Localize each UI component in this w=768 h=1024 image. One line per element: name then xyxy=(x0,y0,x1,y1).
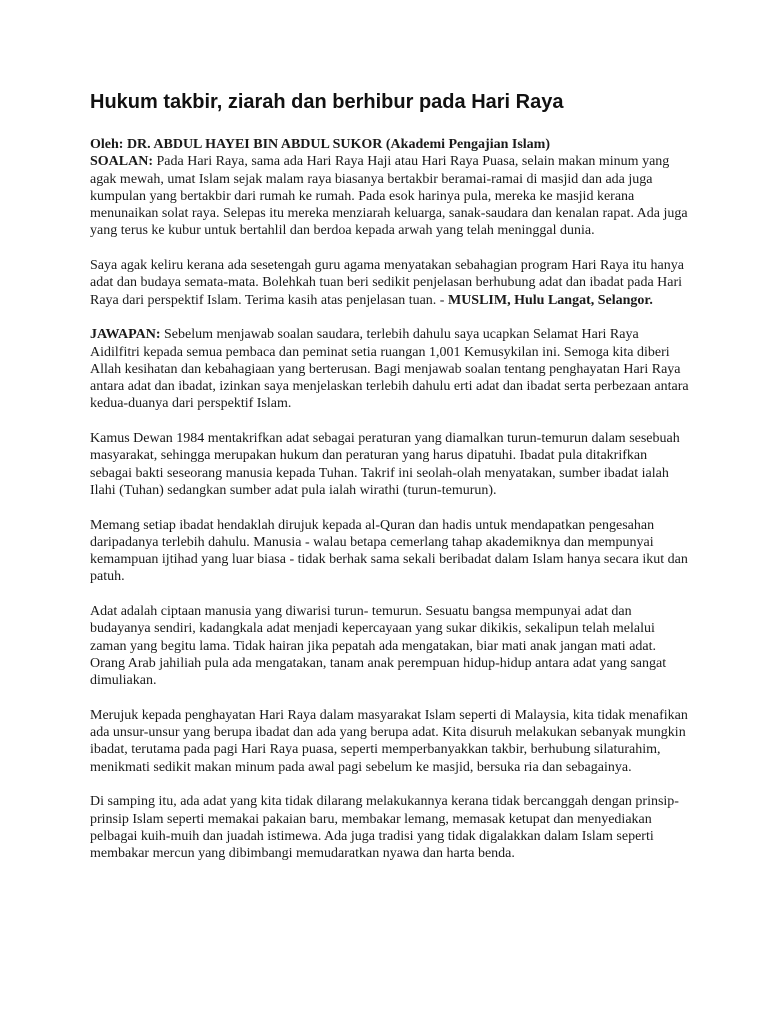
article xyxy=(90,88,690,880)
byline xyxy=(90,136,690,153)
question-label: SOALAN: xyxy=(90,154,154,170)
body-paragraph-2: Memang setiap ibadat hendaklah dirujuk kepada al-Quran dan hadis untuk mendapatkan pengesahan daripadanya terlebih dahulu. Manusia - walau betapa cemerlang tahap akademiknya dan mempunyai kemampuan ijtihad yang luar biasa - tidak berhak sama sekali beribadat dalam Islam hanya secara ikut dan patuh. xyxy=(90,517,688,585)
article-title: Hukum takbir, ziarah dan berhibur pada Hari Raya xyxy=(90,91,564,113)
body-paragraph-3: Adat adalah ciptaan manusia yang diwarisi turun- temurun. Sesuatu bangsa mempunyai adat dan budayanya sendiri, kadangkala adat menjadi kepercayaan yang sukar dikikis, sekalipun telah melalui zaman yang begitu lama. Tidak hairan jika pepatah ada mengatakan, biar mati anak jangan mati adat. Orang Arab jahiliah pula ada mengatakan, tanam anak perempuan hidup-hidup antara adat yang sangat dimuliakan. xyxy=(90,604,667,689)
question-paragraph-2 xyxy=(90,257,690,309)
answer-paragraph xyxy=(90,326,690,412)
question-text: Pada Hari Raya, sama ada Hari Raya Haji atau Hari Raya Puasa, selain makan minum yang agak mewah, umat Islam sejak malam raya biasanya bertakbir beramai-ramai di masjid dan ada juga kumpulan yang bertakbir dari rumah ke rumah. Pada esok harinya pula, mereka ke masjid kerana menunaikan solat raya. Selepas itu mereka menziarah keluarga, sanak-saudara dan kenalan rapat. Ada juga yang terus ke kubur untuk bertahlil dan berdoa kepada arwah yang telah meninggal dunia. xyxy=(90,154,688,239)
byline-text: Oleh: DR. ABDUL HAYEI BIN ABDUL SUKOR (Akademi Pengajian Islam) xyxy=(90,137,550,152)
question-text-2: Saya agak keliru kerana ada sesetengah guru agama menyatakan sebahagian program Hari Raya itu hanya adat dan budaya semata-mata. Bolehkah tuan beri sedikit penjelasan berhubung adat dan ibadat pada Hari Raya dari perspektif Islam. Terima kasih atas penjelasan tuan. - xyxy=(90,258,684,308)
article-body xyxy=(90,136,690,862)
question-signature: MUSLIM, Hulu Langat, Selangor. xyxy=(447,292,653,308)
question-paragraph xyxy=(90,153,690,239)
answer-text: Sebelum menjawab soalan saudara, terlebih dahulu saya ucapkan Selamat Hari Raya Aidilfitri kepada semua pembaca dan peminat setia ruangan 1,001 Kemusykilan ini. Semoga kita diberi Allah kesihatan dan kebahagiaan yang berterusan. Bagi menjawab soalan tentang penghayatan Hari Raya antara adat dan ibadat, izinkan saya menjelaskan terlebih dahulu erti adat dan ibadat serta perbezaan antara kedua-duanya dari perspektif Islam. xyxy=(90,327,689,412)
answer-label: JAWAPAN: xyxy=(90,327,161,343)
body-paragraph-5: Di samping itu, ada adat yang kita tidak dilarang melakukannya kerana tidak bercanggah dengan prinsip-prinsip Islam seperti memakai pakaian baru, membakar lemang, memasak ketupat dan menyediakan pelbagai kuih-muih dan juadah istimewa. Ada juga tradisi yang tidak digalakkan dalam Islam seperti membakar mercun yang dibimbangi memudaratkan nyawa dan harta benda. xyxy=(90,794,679,862)
body-paragraph-1: Kamus Dewan 1984 mentakrifkan adat sebagai peraturan yang diamalkan turun-temurun dalam sesebuah masyarakat, sehingga merupakan hukum dan peraturan yang harus dipatuhi. Ibadat pula ditakrifkan sebagai bakti seseorang manusia kepada Tuhan. Takrif ini seolah-olah menyatakan, sumber ibadat ialah Ilahi (Tuhan) sedangkan sumber adat pula ialah wirathi (turun-temurun). xyxy=(90,431,680,498)
body-paragraph-4: Merujuk kepada penghayatan Hari Raya dalam masyarakat Islam seperti di Malaysia, kita tidak menafikan ada unsur-unsur yang berupa ibadat dan ada yang berupa adat. Kita disuruh melakukan sebanyak mungkin ibadat, terutama pada pagi Hari Raya puasa, seperti memperbanyakkan takbir, berhubung silaturahim, menikmati sedikit makan minum pada awal pagi sebelum ke masjid, bersuka ria dan sebagainya. xyxy=(90,707,688,775)
